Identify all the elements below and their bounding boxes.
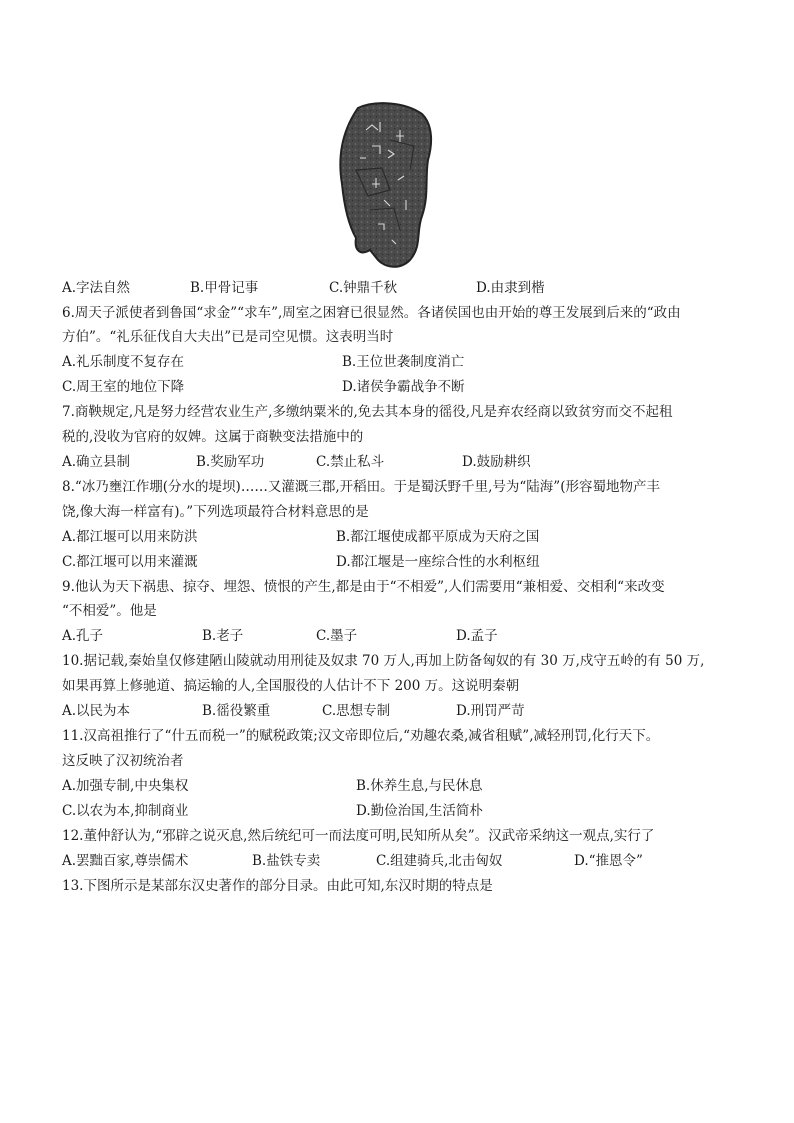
q6-option-c: C.周王室的地位下降 [62, 379, 185, 395]
q11-stem-line2: 这反映了汉初统治者 [62, 753, 184, 769]
q11-option-a: A.加强专制,中央集权 [62, 778, 189, 794]
q7-option-d: D.鼓励耕织 [462, 454, 531, 470]
q11-stem-line1: 11.汉高祖推行了“什五而税一”的赋税政策;汉文帝即位后,“劝趣农桑,减省租赋”,减轻刑罚,化行天下。 [62, 728, 660, 744]
q7-stem-line2: 税的,没收为官府的奴婢。这属于商鞅变法措施中的 [62, 429, 364, 445]
q7-stem-line1: 7.商鞅规定,凡是努力经营农业生产,多缴纳粟米的,免去其本身的徭役,凡是弃农经商以致贫穷而交不起租 [62, 404, 673, 420]
oracle-bone-image [330, 100, 440, 270]
q12-option-d: D.“推恩令” [574, 853, 643, 869]
q8-option-c: C.都江堰可以用来灌溉 [62, 554, 198, 570]
q7-option-a: A.确立县制 [62, 454, 131, 470]
q10-stem-line1: 10.据记载,秦始皇仅修建陋山陵就动用刑徒及奴隶 70 万人,再加上防备匈奴的有 30 万,戍守五岭的有 50 万, [62, 653, 705, 669]
q10-option-b: B.徭役繁重 [202, 703, 271, 719]
q5-option-b: B.甲骨记事 [190, 280, 259, 296]
q8-option-a: A.都江堰可以用来防洪 [62, 529, 198, 545]
q8-stem-line1: 8.“冰乃壅江作堋(分水的堤坝)……又灌溉三郡,开稻田。于是蜀沃野千里,号为“陆海”(形容蜀地物产丰 [62, 479, 660, 495]
q8-option-b: B.都江堰使成都平原成为天府之国 [336, 529, 540, 545]
q12-option-c: C.组建骑兵,北击匈奴 [376, 853, 503, 869]
q7-option-c: C.禁止私斗 [316, 454, 385, 470]
q7-option-b: B.奖励军功 [196, 454, 265, 470]
q12-option-a: A.罢黜百家,尊崇儒术 [62, 853, 189, 869]
q13-stem-line1: 13.下图所示是某部东汉史著作的部分目录。由此可知,东汉时期的特点是 [62, 878, 493, 894]
q6-stem-line1: 6.周天子派使者到鲁国“求金”“求车”,周室之困窘已很显然。各诸侯国也由开始的尊王发展到后来的“政由 [62, 305, 681, 321]
q9-option-b: B.老子 [202, 628, 244, 644]
q10-option-c: C.思想专制 [322, 703, 391, 719]
q9-option-d: D.孟子 [456, 628, 498, 644]
q5-option-a: A.字法自然 [62, 280, 131, 296]
q10-option-a: A.以民为本 [62, 703, 131, 719]
q9-stem-line2: “不相爱”。他是 [62, 603, 157, 619]
q10-option-d: D.刑罚严苛 [456, 703, 525, 719]
q12-option-b: B.盐铁专卖 [252, 853, 321, 869]
q12-stem-line1: 12.董仲舒认为,“邪辟之说灭息,然后统纪可一而法度可明,民知所从矣”。汉武帝采纳这一观点,实行了 [62, 828, 655, 844]
q5-option-c: C.钟鼎千秋 [329, 280, 398, 296]
q9-stem-line1: 9.他认为天下祸患、掠夺、埋怨、愤恨的产生,都是由于“不相爱”,人们需要用“兼相爱、交相利“来改变 [62, 579, 665, 595]
q11-option-c: C.以农为本,抑制商业 [62, 803, 189, 819]
q8-option-d: D.都江堰是一座综合性的水利枢纽 [336, 554, 540, 570]
q6-option-a: A.礼乐制度不复存在 [62, 354, 185, 370]
q11-option-b: B.休养生息,与民休息 [356, 778, 483, 794]
q10-stem-line2: 如果再算上修驰道、搞运输的人,全国服役的人估计不下 200 万。这说明秦朝 [62, 678, 520, 694]
q8-stem-line2: 饶,像大海一样富有)。”下列选项最符合材料意思的是 [62, 504, 369, 520]
q11-option-d: D.勤俭治国,生活简朴 [356, 803, 483, 819]
q5-option-d: D.由隶到楷 [476, 280, 545, 296]
q6-option-d: D.诸侯争霸战争不断 [342, 379, 465, 395]
q9-option-c: C.墨子 [316, 628, 358, 644]
q9-option-a: A.孔子 [62, 628, 104, 644]
q6-option-b: B.王位世袭制度消亡 [342, 354, 465, 370]
q6-stem-line2: 方伯”。“礼乐征伐自大夫出”已是司空见惯。这表明当时 [62, 329, 394, 345]
